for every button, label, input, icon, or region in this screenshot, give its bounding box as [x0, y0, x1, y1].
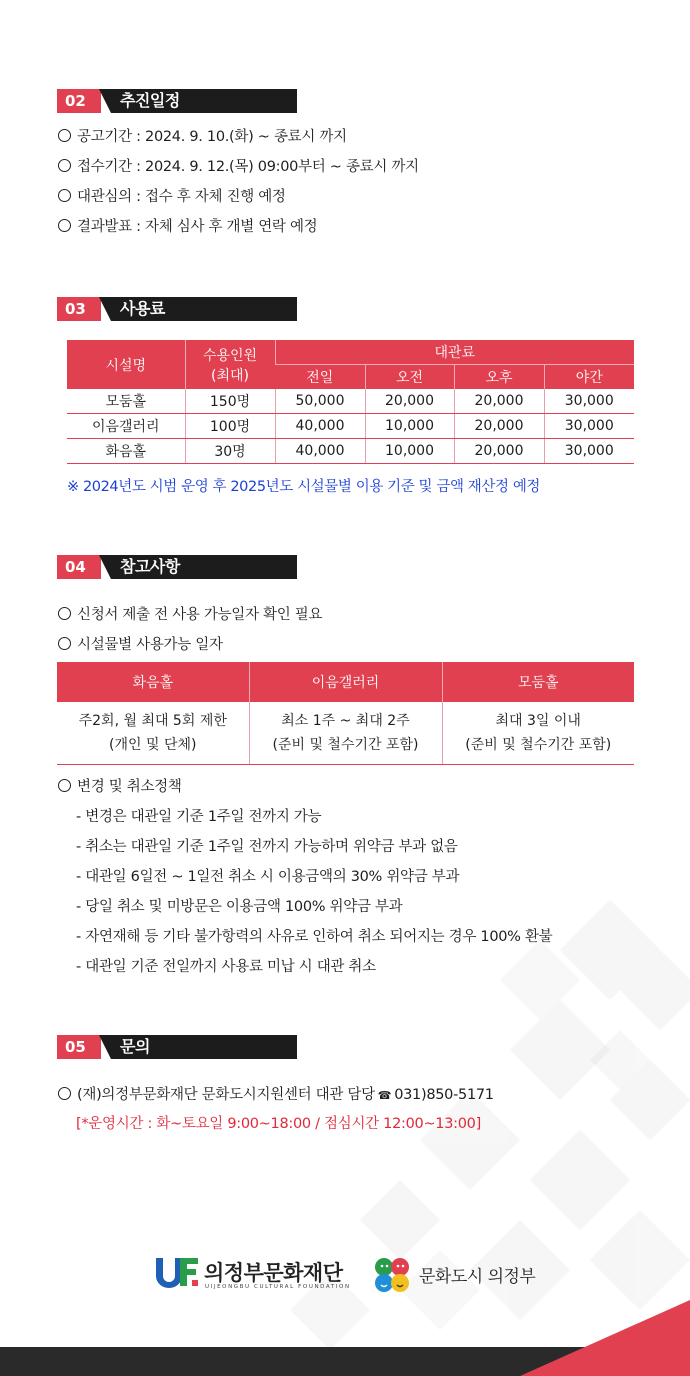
circle-bullet-icon [58, 607, 71, 620]
circle-bullet-icon [58, 1087, 71, 1100]
policy-item: - 변경은 대관일 기준 1주일 전까지 가능 [76, 809, 322, 825]
table-row: 이음갤러리 100명 40,000 10,000 20,000 30,000 [67, 414, 634, 439]
circle-bullet-icon [58, 219, 71, 232]
section-title: 사용료 [120, 299, 165, 318]
list-item: 시설물별 사용가능 일자 [58, 635, 223, 655]
operating-hours: [*운영시간 : 화~토요일 9:00~18:00 / 점심시간 12:00~13:00] [76, 1116, 481, 1132]
culture-city-name: 문화도시 의정부 [419, 1267, 536, 1287]
circle-bullet-icon [58, 637, 71, 650]
circle-bullet-icon [58, 189, 71, 202]
section-number: 02 [57, 89, 101, 113]
header-period: 오전 [365, 365, 454, 390]
section-header-fees [57, 297, 297, 321]
section-number: 03 [57, 297, 101, 321]
header-facility: 화음홀 [57, 662, 249, 702]
policy-item: - 대관일 6일전 ~ 1일전 취소 시 이용금액의 30% 위약금 부과 [76, 869, 460, 885]
header-facility: 이음갤러리 [249, 662, 442, 702]
table-row: 주2회, 월 최대 5회 제한 (개인 및 단체) 최소 1주 ~ 최대 2주 (준비 및 철수기간 포함) 최대 3일 이내 (준비 및 철수기간 포함) [57, 702, 634, 765]
header-facility: 시설명 [67, 340, 185, 389]
header-period: 전일 [275, 365, 365, 390]
contact-line: (재)의정부문화재단 문화도시지원센터 대관 담당 ☎ 031)850-5171 [58, 1085, 494, 1106]
foundation-name: 의정부문화재단 [204, 1261, 343, 1285]
uf-logo-icon [156, 1256, 200, 1288]
header-period: 야간 [544, 365, 634, 390]
table-row: 모둠홀 150명 50,000 20,000 20,000 30,000 [67, 389, 634, 414]
table-row: 화음홀 30명 40,000 10,000 20,000 30,000 [67, 439, 634, 464]
phone-number: 031)850-5171 [394, 1087, 494, 1103]
fee-note: ※ 2024년도 시범 운영 후 2025년도 시설물별 이용 기준 및 금액 재산정 예정 [67, 479, 541, 495]
section-title: 참고사항 [120, 557, 180, 576]
list-item: 공고기간 : 2024. 9. 10.(화) ~ 종료시 까지 [58, 127, 347, 147]
circle-bullet-icon [58, 129, 71, 142]
section-header-contact [57, 1035, 297, 1059]
list-item: 대관심의 : 접수 후 자체 진행 예정 [58, 187, 286, 207]
culture-city-icon [373, 1256, 411, 1294]
header-period: 오후 [454, 365, 544, 390]
header-facility: 모둠홀 [442, 662, 634, 702]
header-capacity: 수용인원 (최대) [185, 340, 275, 389]
availability-table [57, 662, 634, 765]
policy-item: - 당일 취소 및 미방문은 이용금액 100% 위약금 부과 [76, 899, 403, 915]
phone-icon: ☎ [377, 1089, 392, 1102]
section-title: 추진일정 [120, 91, 180, 110]
section-header-schedule [57, 89, 297, 113]
list-item: 변경 및 취소정책 [58, 777, 182, 797]
circle-bullet-icon [58, 779, 71, 792]
fee-table [67, 340, 634, 464]
section-number: 05 [57, 1035, 101, 1059]
list-item: 신청서 제출 전 사용 가능일자 확인 필요 [58, 605, 322, 625]
policy-item: - 자연재해 등 기타 불가항력의 사유로 인하여 취소 되어지는 경우 100% 환불 [76, 929, 553, 945]
foundation-english-name: UIJEONGBU CULTURAL FOUNDATION [205, 1284, 351, 1290]
section-header-notes [57, 555, 297, 579]
list-item: 결과발표 : 자체 심사 후 개별 연락 예정 [58, 217, 317, 237]
section-title: 문의 [120, 1037, 150, 1056]
circle-bullet-icon [58, 159, 71, 172]
policy-item: - 취소는 대관일 기준 1주일 전까지 가능하며 위약금 부과 없음 [76, 839, 458, 855]
header-fee: 대관료 [275, 340, 634, 365]
list-item: 접수기간 : 2024. 9. 12.(목) 09:00부터 ~ 종료시 까지 [58, 157, 419, 177]
policy-item: - 대관일 기준 전일까지 사용료 미납 시 대관 취소 [76, 959, 376, 975]
section-number: 04 [57, 555, 101, 579]
